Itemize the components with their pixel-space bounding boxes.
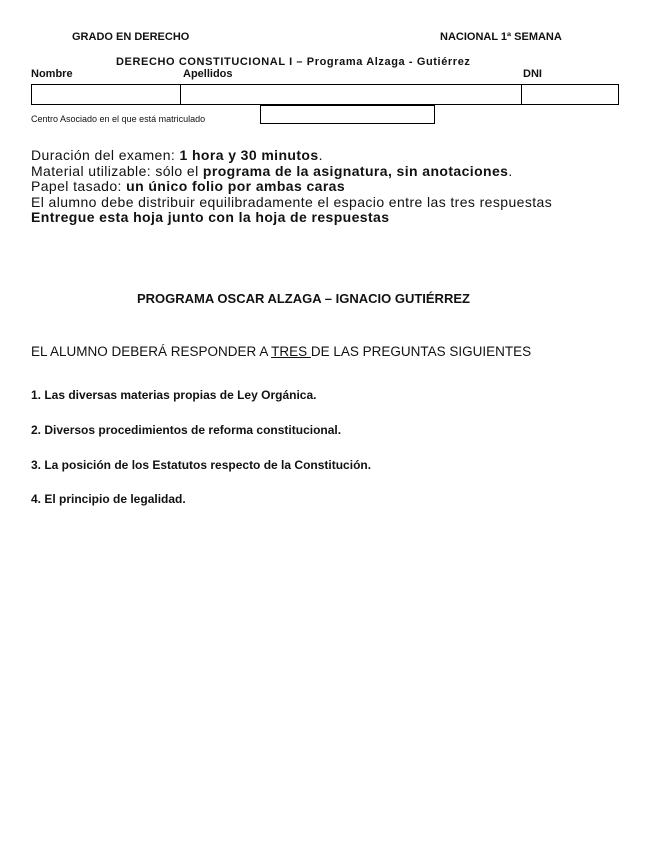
program-title: PROGRAMA OSCAR ALZAGA – IGNACIO GUTIÉRREZ: [137, 291, 470, 306]
instructions-block: [31, 148, 621, 226]
duration-end: .: [318, 147, 323, 163]
question-3: 3. La posición de los Estatutos respecto de la Constitución.: [31, 458, 372, 472]
material-end: .: [508, 162, 513, 179]
question-1: 1. Las diversas materias propias de Ley Orgánica.: [31, 388, 317, 402]
dni-field[interactable]: [521, 84, 619, 105]
surname-field[interactable]: [180, 84, 522, 105]
answer-directive: [31, 344, 531, 359]
center-field[interactable]: [260, 105, 435, 124]
degree-title: GRADO EN DERECHO: [72, 31, 190, 43]
directive-before: EL ALUMNO DEBERÁ RESPONDER A: [31, 344, 272, 359]
distribution-line: El alumno debe distribuir equilibradamente el espacio entre las tres respuestas: [31, 193, 553, 210]
duration-value: 1 hora y 30 minutos: [179, 147, 319, 163]
subject-title: DERECHO CONSTITUCIONAL I – Programa Alzaga - Gutiérrez: [116, 56, 471, 68]
surname-label: Apellidos: [183, 68, 233, 80]
paper-line: [31, 179, 621, 195]
duration-line: [31, 148, 621, 164]
directive-emphasis: TRES: [271, 344, 311, 359]
directive-after: DE LAS PREGUNTAS SIGUIENTES: [310, 344, 532, 359]
exam-session: NACIONAL 1ª SEMANA: [440, 31, 562, 43]
question-2: 2. Diversos procedimientos de reforma constitucional.: [31, 423, 342, 437]
material-line: [31, 164, 621, 180]
delivery-line: Entregue esta hoja junto con la hoja de respuestas: [31, 209, 390, 225]
material-value: programa de la asignatura, sin anotaciones: [202, 162, 509, 179]
name-label: Nombre: [31, 68, 73, 80]
duration-label: Duración del examen:: [31, 147, 180, 163]
paper-label: Papel tasado:: [31, 178, 127, 194]
name-field[interactable]: [31, 84, 181, 105]
question-4: 4. El principio de legalidad.: [31, 492, 186, 506]
center-label: Centro Asociado en el que está matriculado: [31, 114, 206, 124]
dni-label: DNI: [523, 68, 542, 80]
material-label: Material utilizable: sólo el: [31, 162, 203, 179]
paper-value: un único folio por ambas caras: [126, 178, 346, 194]
